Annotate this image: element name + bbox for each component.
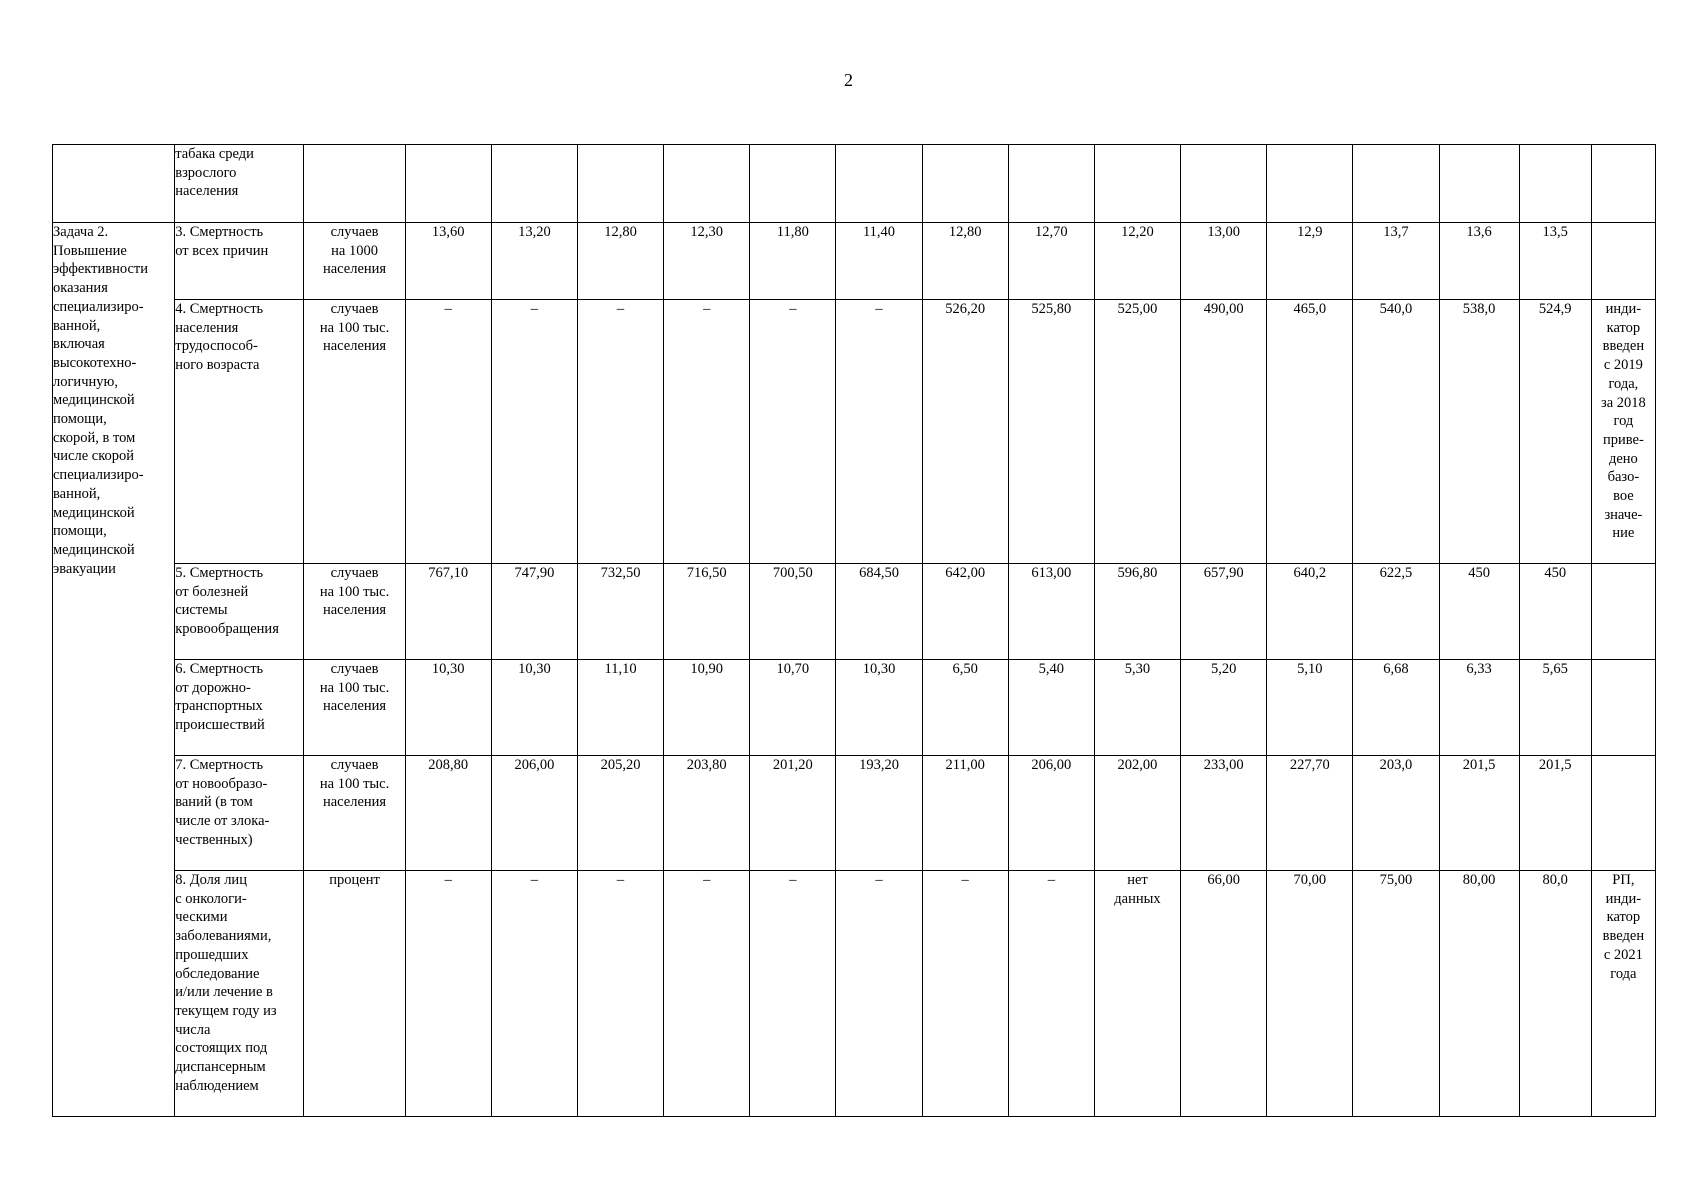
value-cell: 10,30 — [491, 660, 577, 756]
value-cell: – — [836, 300, 922, 564]
value-cell: 11,40 — [836, 223, 922, 300]
value-cell: 490,00 — [1181, 300, 1267, 564]
table-row — [53, 871, 1656, 1117]
value-cell: 10,90 — [664, 660, 750, 756]
table-row — [53, 660, 1656, 756]
value-cell: 80,0 — [1519, 871, 1591, 1117]
value-cell: 540,0 — [1353, 300, 1439, 564]
table-row — [53, 300, 1656, 564]
table-row — [53, 145, 1656, 223]
value-cell: 12,30 — [664, 223, 750, 300]
value-cell: 526,20 — [922, 300, 1008, 564]
value-cell: 5,65 — [1519, 660, 1591, 756]
value-cell: 201,5 — [1519, 756, 1591, 871]
value-cell — [750, 145, 836, 223]
value-cell — [577, 145, 663, 223]
table-row — [53, 223, 1656, 300]
value-cell: – — [405, 300, 491, 564]
indicator-unit: случаев на 100 тыс. населения — [304, 564, 405, 660]
value-cell: – — [922, 871, 1008, 1117]
value-cell: 203,80 — [664, 756, 750, 871]
page-number: 2 — [844, 70, 853, 90]
value-cell — [1519, 145, 1591, 223]
value-cell: 193,20 — [836, 756, 922, 871]
value-cell: 525,80 — [1008, 300, 1094, 564]
value-cell: 12,20 — [1094, 223, 1180, 300]
value-cell: 13,5 — [1519, 223, 1591, 300]
task-cell: Задача 2. Повышение эффективности оказания специализиро- ванной, включая высокотехно- логичную, медицинской помощи, скорой, в том числе скорой специализиро- ванной, медицинской помощи, медицинской эвакуации — [53, 223, 175, 1117]
indicator-unit: случаев на 100 тыс. населения — [304, 300, 405, 564]
value-cell: 201,5 — [1439, 756, 1519, 871]
value-cell: 732,50 — [577, 564, 663, 660]
value-cell: 202,00 — [1094, 756, 1180, 871]
value-cell: 13,60 — [405, 223, 491, 300]
value-cell: – — [664, 300, 750, 564]
value-cell: 450 — [1519, 564, 1591, 660]
value-cell: 747,90 — [491, 564, 577, 660]
value-cell — [1181, 145, 1267, 223]
value-cell — [1094, 145, 1180, 223]
value-cell: 11,10 — [577, 660, 663, 756]
value-cell: 5,10 — [1267, 660, 1353, 756]
value-cell: 201,20 — [750, 756, 836, 871]
value-cell: – — [405, 871, 491, 1117]
value-cell: 12,80 — [922, 223, 1008, 300]
value-cell: 6,68 — [1353, 660, 1439, 756]
value-cell: 12,70 — [1008, 223, 1094, 300]
value-cell — [1008, 145, 1094, 223]
task-cell-empty — [53, 145, 175, 223]
value-cell: 465,0 — [1267, 300, 1353, 564]
value-cell: 5,40 — [1008, 660, 1094, 756]
indicators-table — [52, 144, 1656, 1117]
table-row — [53, 564, 1656, 660]
note-cell — [1591, 756, 1655, 871]
note-cell — [1591, 660, 1655, 756]
note-cell: инди- катор введен с 2019 года, за 2018 год приве- дено базо- вое значе- ние — [1591, 300, 1655, 564]
note-cell — [1591, 223, 1655, 300]
value-cell: 206,00 — [1008, 756, 1094, 871]
value-cell: – — [664, 871, 750, 1117]
value-cell — [1353, 145, 1439, 223]
value-cell — [922, 145, 1008, 223]
value-cell — [836, 145, 922, 223]
value-cell: 205,20 — [577, 756, 663, 871]
value-cell — [491, 145, 577, 223]
note-cell — [1591, 145, 1655, 223]
value-cell: 450 — [1439, 564, 1519, 660]
value-cell: 13,7 — [1353, 223, 1439, 300]
value-cell — [405, 145, 491, 223]
indicator-unit: случаев на 1000 населения — [304, 223, 405, 300]
indicator-name: 6. Смертность от дорожно- транспортных происшествий — [175, 660, 304, 756]
value-cell: 622,5 — [1353, 564, 1439, 660]
value-cell: 10,30 — [405, 660, 491, 756]
value-cell: 716,50 — [664, 564, 750, 660]
value-cell: – — [491, 871, 577, 1117]
indicator-unit: случаев на 100 тыс. населения — [304, 756, 405, 871]
value-cell: – — [750, 871, 836, 1117]
value-cell: 700,50 — [750, 564, 836, 660]
value-cell: – — [750, 300, 836, 564]
indicator-name: 8. Доля лиц с онкологи- ческими заболеваниями, прошедших обследование и/или лечение в текущем году из числа состоящих под диспансерным наблюдением — [175, 871, 304, 1117]
value-cell: 208,80 — [405, 756, 491, 871]
value-cell: 75,00 — [1353, 871, 1439, 1117]
value-cell: 524,9 — [1519, 300, 1591, 564]
note-cell: РП, инди- катор введен с 2021 года — [1591, 871, 1655, 1117]
indicator-unit: процент — [304, 871, 405, 1117]
value-cell: 12,80 — [577, 223, 663, 300]
table-row — [53, 756, 1656, 871]
indicator-name: 4. Смертность населения трудоспособ- ного возраста — [175, 300, 304, 564]
value-cell: 66,00 — [1181, 871, 1267, 1117]
value-cell: 684,50 — [836, 564, 922, 660]
value-cell: 596,80 — [1094, 564, 1180, 660]
value-cell: 13,6 — [1439, 223, 1519, 300]
indicator-unit: случаев на 100 тыс. населения — [304, 660, 405, 756]
value-cell: 233,00 — [1181, 756, 1267, 871]
value-cell: нет данных — [1094, 871, 1180, 1117]
value-cell: 6,50 — [922, 660, 1008, 756]
value-cell: – — [836, 871, 922, 1117]
note-cell — [1591, 564, 1655, 660]
value-cell: 206,00 — [491, 756, 577, 871]
value-cell: 13,20 — [491, 223, 577, 300]
value-cell: – — [577, 871, 663, 1117]
indicator-name: 7. Смертность от новообразо- ваний (в том числе от злока- чественных) — [175, 756, 304, 871]
value-cell: 80,00 — [1439, 871, 1519, 1117]
value-cell: – — [491, 300, 577, 564]
value-cell — [1267, 145, 1353, 223]
value-cell: 10,70 — [750, 660, 836, 756]
indicator-unit — [304, 145, 405, 223]
value-cell: 6,33 — [1439, 660, 1519, 756]
value-cell: 5,30 — [1094, 660, 1180, 756]
value-cell — [664, 145, 750, 223]
value-cell: 70,00 — [1267, 871, 1353, 1117]
value-cell: 525,00 — [1094, 300, 1180, 564]
value-cell: 613,00 — [1008, 564, 1094, 660]
value-cell — [1439, 145, 1519, 223]
value-cell: 767,10 — [405, 564, 491, 660]
value-cell: 657,90 — [1181, 564, 1267, 660]
value-cell: 5,20 — [1181, 660, 1267, 756]
value-cell: 10,30 — [836, 660, 922, 756]
value-cell: – — [1008, 871, 1094, 1117]
indicator-name: табака среди взрослого населения — [175, 145, 304, 223]
indicator-name: 5. Смертность от болезней системы кровообращения — [175, 564, 304, 660]
value-cell: 13,00 — [1181, 223, 1267, 300]
value-cell: 203,0 — [1353, 756, 1439, 871]
value-cell: 640,2 — [1267, 564, 1353, 660]
value-cell: 12,9 — [1267, 223, 1353, 300]
value-cell: 538,0 — [1439, 300, 1519, 564]
value-cell: 642,00 — [922, 564, 1008, 660]
value-cell: – — [577, 300, 663, 564]
indicator-name: 3. Смертность от всех причин — [175, 223, 304, 300]
value-cell: 11,80 — [750, 223, 836, 300]
value-cell: 227,70 — [1267, 756, 1353, 871]
value-cell: 211,00 — [922, 756, 1008, 871]
